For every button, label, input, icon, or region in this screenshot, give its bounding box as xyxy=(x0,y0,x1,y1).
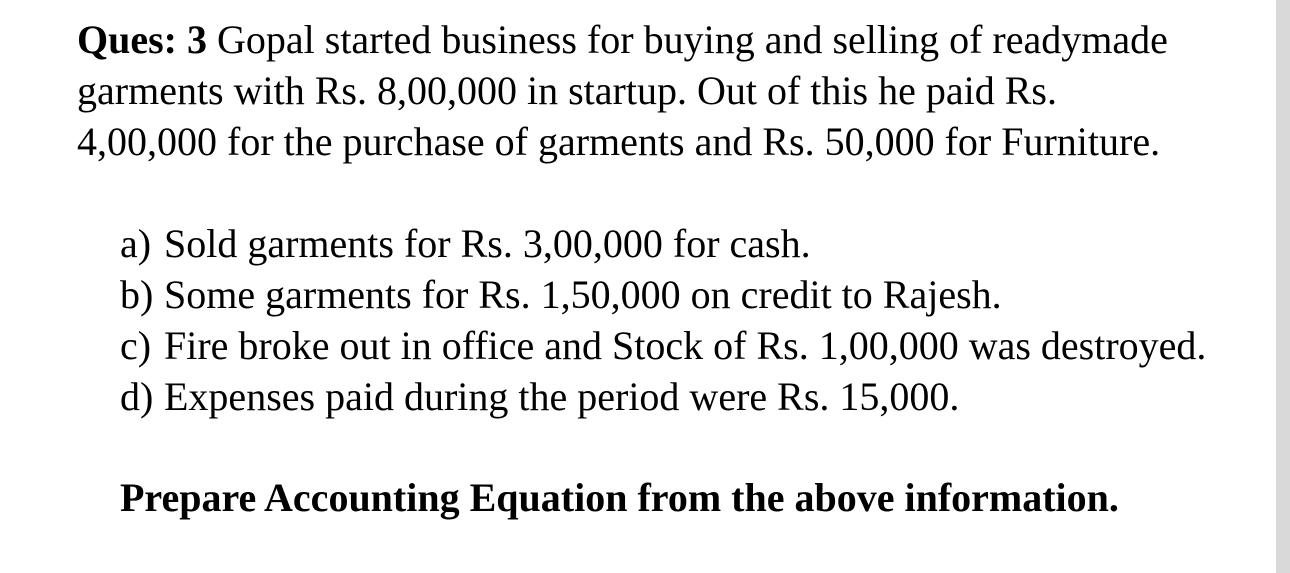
sub-question-text: Sold garments for Rs. 3,00,000 for cash. xyxy=(164,221,811,266)
question-text: Gopal started business for buying and selling of readymade garments with Rs. 8,00,000 in startup. Out of this he paid Rs. 4,00,000 for the purchase of garments and Rs. 50,000 for Furniture. xyxy=(77,17,1168,164)
sub-question-text: Fire broke out in office and Stock of Rs. 1,00,000 was destroyed. xyxy=(164,323,1207,368)
sub-question-c xyxy=(120,320,1220,371)
sub-question-b xyxy=(120,269,1220,320)
sub-question-marker: a) xyxy=(120,221,152,266)
sub-question-d xyxy=(120,371,1220,422)
sub-question-text: Expenses paid during the period were Rs. 15,000. xyxy=(164,374,960,419)
sub-question-marker: c) xyxy=(120,323,152,368)
scrollbar-track[interactable] xyxy=(1276,0,1290,573)
sub-question-text: Some garments for Rs. 1,50,000 on credit to Rajesh. xyxy=(164,272,1002,317)
sub-question-list xyxy=(120,218,1220,422)
instruction-text: Prepare Accounting Equation from the above information. xyxy=(120,475,1119,520)
sub-question-marker: b) xyxy=(120,272,154,317)
question-paragraph xyxy=(77,14,1187,167)
sub-question-a xyxy=(120,218,1220,269)
question-label: Ques: 3 xyxy=(77,17,207,62)
sub-question-marker: d) xyxy=(120,374,154,419)
